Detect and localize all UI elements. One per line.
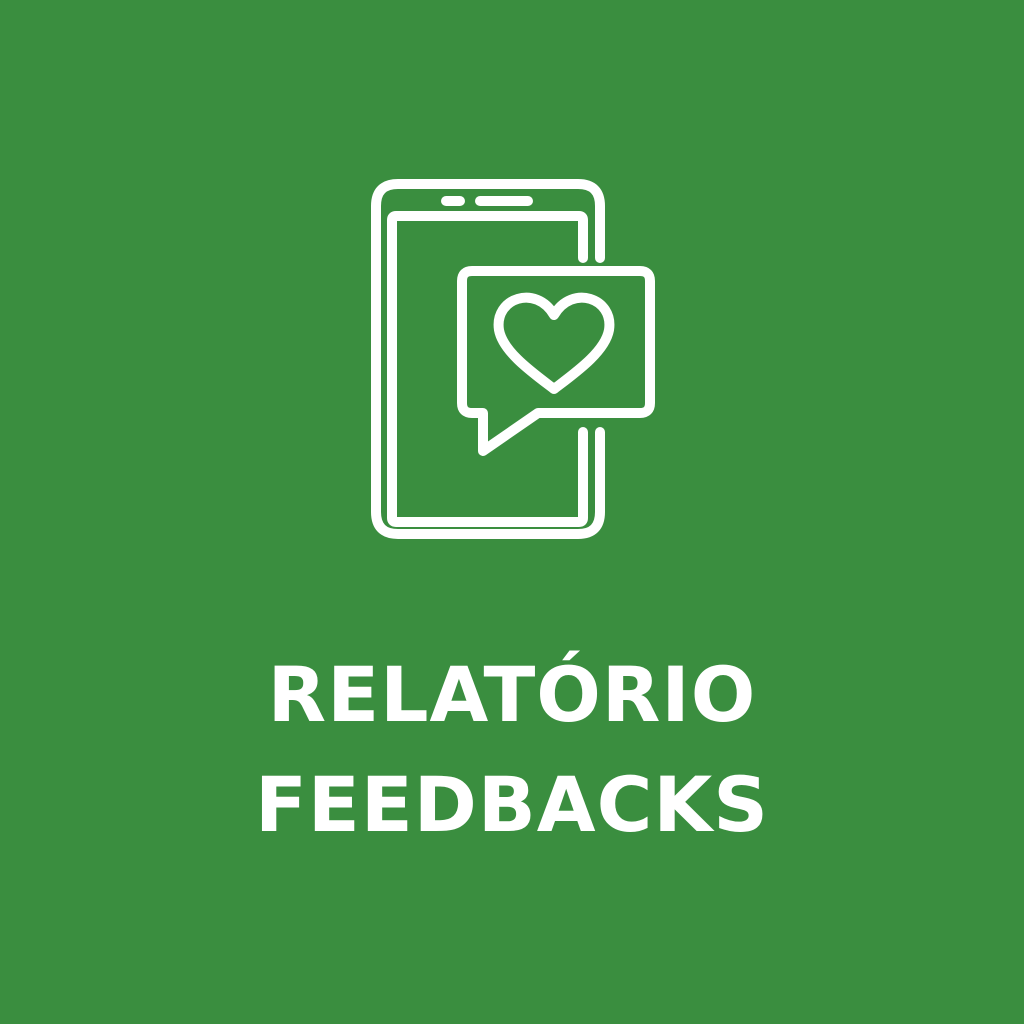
heart-icon xyxy=(499,298,610,389)
title-line-2: FEEDBACKS xyxy=(255,760,769,849)
phone-outer-outline xyxy=(376,184,600,534)
speech-bubble-outline xyxy=(462,271,650,451)
tile-title xyxy=(0,640,1024,860)
phone-screen-outline xyxy=(392,216,583,522)
title-line-1: RELATÓRIO xyxy=(267,650,757,739)
